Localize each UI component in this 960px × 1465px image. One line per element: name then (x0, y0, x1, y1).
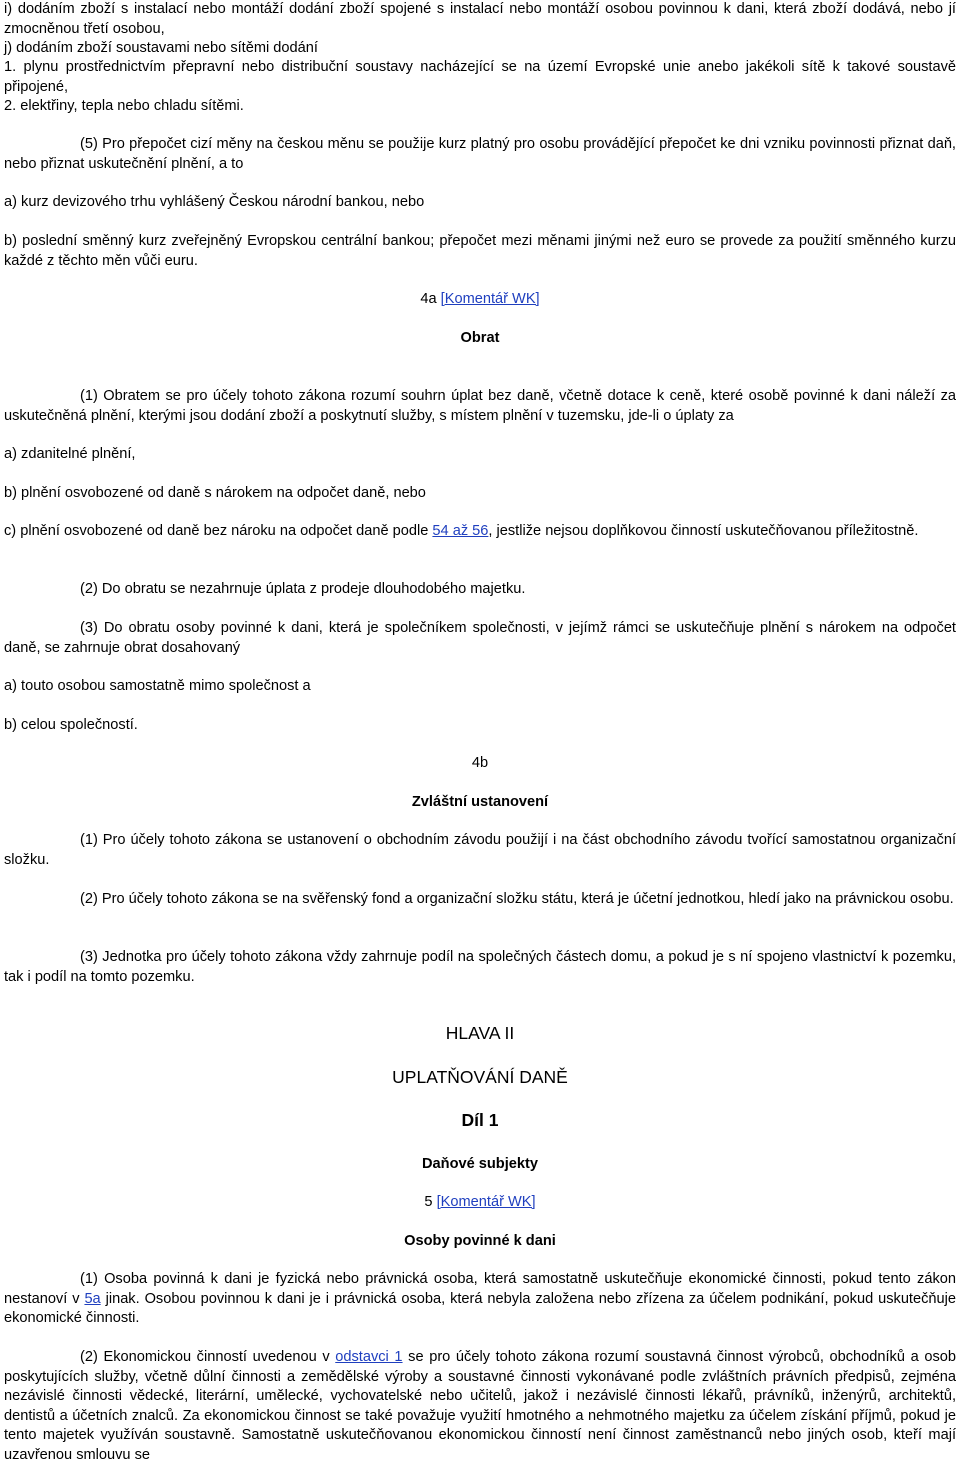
dil-title: Daňové subjekty (422, 1156, 538, 1172)
paragraph-obrat-1: (1) Obratem se pro účely tohoto zákona rozumí souhrn úplat bez daně, včetně dotace k ceně, které osobě povinné k dani náleží za uskutečněná plnění, kterými jsou dodání zboží a poskytnutí služby, s místem plnění v tuzemsku, jde-li o úplaty za (4, 388, 956, 424)
paragraph-5: (5) Pro přepočet cizí měny na českou měnu se použije kurz platný pro osobu provádějící přepočet ke dni vzniku povinnosti přiznat daň, nebo přiznat uskutečnění plnění, a to (4, 136, 956, 172)
text: (1) Osoba povinná k dani je fyzická nebo právnická osoba, která samostatně uskutečňuje ekonomické činnosti, pokud tento zákon nestanoví v (4, 1271, 956, 1307)
paragraph-obrat-1c (4, 522, 956, 542)
hlava-title: UPLATŇOVÁNÍ DANĚ (392, 1067, 568, 1087)
text: (2) Ekonomickou činností uvedenou v (80, 1349, 330, 1365)
link-5a[interactable]: 5a (84, 1290, 101, 1307)
section-4b-heading: 4b (471, 755, 489, 771)
section-5-heading (0, 1193, 960, 1213)
commentary-link[interactable]: [Komentář WK] (440, 291, 540, 307)
section-4a-heading (0, 290, 960, 310)
section-number: 4a (420, 291, 437, 307)
paragraph-zvl-2: (2) Pro účely tohoto zákona se na svěřenský fond a organizační složku státu, která je účetní jednotkou, hledí jako na právnickou osobu. (80, 891, 954, 907)
paragraph-5a: a) kurz devizového trhu vyhlášený Českou národní bankou, nebo (4, 194, 425, 210)
link-odstavci-1[interactable]: odstavci 1 (335, 1349, 403, 1365)
section-number: 5 (424, 1194, 433, 1210)
paragraph-5-2 (4, 1348, 956, 1465)
paragraph-5-1 (4, 1270, 956, 1329)
paragraph-zvl-3: (3) Jednotka pro účely tohoto zákona vždy zahrnuje podíl na společných částech domu, a pokud je s ní spojeno vlastnictví k pozemku, tak i podíl na tomto pozemku. (4, 949, 956, 985)
paragraph-j1: 1. plynu prostřednictvím přepravní nebo distribuční soustavy nacházející se na území Evropské unie anebo jakékoli sítě k takové soustavě připojené, (4, 59, 956, 95)
paragraph-obrat-3: (3) Do obratu osoby povinné k dani, která je společníkem společnosti, v jejímž rámci se uskutečňuje plnění s nárokem na odpočet daně, se zahrnuje obrat dosahovaný (4, 620, 956, 656)
paragraph-zvl-1: (1) Pro účely tohoto zákona se ustanovení o obchodním závodu použijí i na část obchodního závodu tvořící samostatnou organizační složku. (4, 832, 956, 868)
paragraph-j: j) dodáním zboží soustavami nebo sítěmi dodání (4, 40, 318, 56)
hlava-heading: HLAVA II (445, 1023, 515, 1043)
paragraph-obrat-2: (2) Do obratu se nezahrnuje úplata z prodeje dlouhodobého majetku. (80, 581, 526, 597)
paragraph-obrat-1b: b) plnění osvobozené od daně s nárokem na odpočet daně, nebo (4, 485, 426, 501)
paragraph-obrat-3b: b) celou společností. (4, 717, 138, 733)
dil-heading: Díl 1 (461, 1110, 499, 1130)
link-54-56[interactable]: 54 až 56 (432, 523, 489, 539)
section-4a-title: Obrat (460, 330, 500, 346)
section-4b-title: Zvláštní ustanovení (411, 794, 549, 810)
text: , jestliže nejsou doplňkovou činností uskutečňovanou příležitostně. (488, 523, 919, 539)
text: c) plnění osvobozené od daně bez nároku na odpočet daně podle (4, 523, 429, 539)
commentary-link[interactable]: [Komentář WK] (436, 1194, 536, 1210)
paragraph-obrat-1a: a) zdanitelné plnění, (4, 446, 136, 462)
paragraph-i: i) dodáním zboží s instalací nebo montáží dodání zboží spojené s instalací nebo montáží osobou povinnou k dani, která zboží dodává, nebo jí zmocněnou třetí osobou, (4, 1, 956, 37)
section-5-title: Osoby povinné k dani (404, 1233, 556, 1249)
text: jinak. Osobou povinnou k dani je i právnická osoba, která nebyla založena nebo zřízena za účelem podnikání, pokud uskutečňuje ekonomické činnosti. (4, 1290, 956, 1326)
paragraph-5b: b) poslední směnný kurz zveřejněný Evropskou centrální bankou; přepočet mezi měnami jinými než euro se provede za použití směnného kurzu každé z těchto měn vůči euru. (4, 233, 956, 269)
paragraph-obrat-3a: a) touto osobou samostatně mimo společnost a (4, 678, 311, 694)
text: se pro účely tohoto zákona rozumí soustavná činnost výrobců, obchodníků a osob poskytujících služby, včetně důlní činnosti a zemědělské výroby a soustavné činnosti vykonávané podle zvláštních právních předpisů, zejména nezávislé činnosti vědecké, literární, umělecké, vychovatelské nebo učitelů, jakož i nezávislé činnosti lékařů, právníků, inženýrů, architektů, dentistů a účetních znalců. Za ekonomickou činnost se také považuje využití hmotného a nehmotného majetku za účelem získání příjmů, pokud je tento majetek využíván soustavně. Samostatně uskutečňovanou ekonomickou činností není činnost zaměstnanců nebo jiných osob, kteří mají uzavřenou smlouvu se (4, 1349, 956, 1463)
paragraph-j2: 2. elektřiny, tepla nebo chladu sítěmi. (4, 98, 244, 114)
